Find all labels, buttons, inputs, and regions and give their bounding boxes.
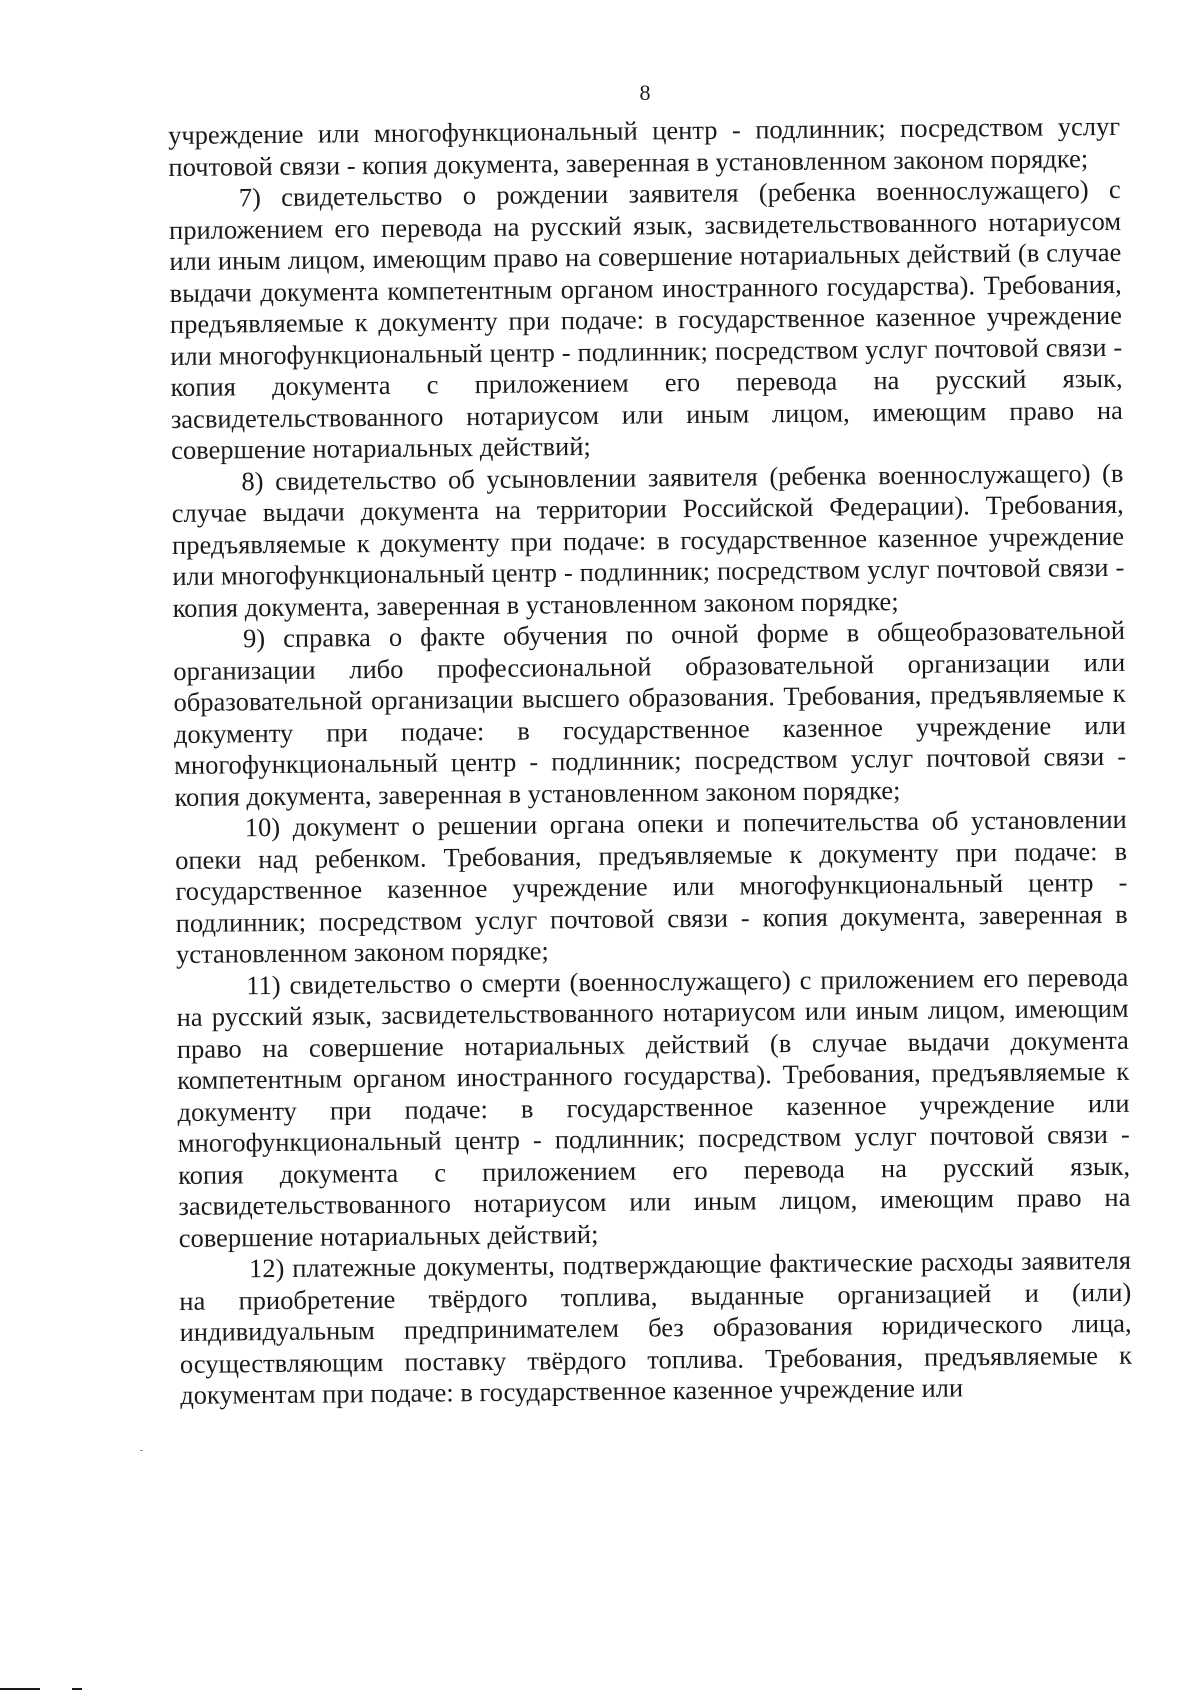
- list-item-9: 9) справка о факте обучения по очной форме в общеобразовательной организации либо профессиональной образовательной организации или образовательной организации высшего образования. Требования, предъявляемые к документу при подаче: в государственное казенное учреждение или многофункциональный центр - подлинник; посредством услуг почтовой связи - копия документа, заверенная в установленном законом порядке;: [173, 614, 1127, 812]
- page-number: 8: [639, 80, 651, 105]
- scan-edge-mark: [72, 1688, 82, 1690]
- document-body: [168, 111, 1132, 1412]
- list-item-11: 11) свидетельство о смерти (военнослужащего) с приложением его перевода на русский язык, засвидетельствованного нотариусом или иным лицом, имеющим право на совершение нотариальных действий (в случае выдачи документа компетентным органом иностранного государства). Требования, предъявляемые к документу при подаче: в государственное казенное учреждение или многофункциональный центр - подлинник; посредством услуг почтовой связи - копия документа с приложением его перевода на русский язык, засвидетельствованного нотариусом или иным лицом, имеющим право на совершение нотариальных действий;: [176, 961, 1131, 1253]
- list-item-7: 7) свидетельство о рождении заявителя (ребенка военнослужащего) с приложением его перевода на русский язык, засвидетельствованного нотариусом или иным лицом, имеющим право на совершение нотариальных действий (в случае выдачи документа компетентным органом иностранного государства). Требования, предъявляемые к документу при подаче: в государственное казенное учреждение или многофункциональный центр - подлинник; посредством услуг почтовой связи - копия документа с приложением его перевода на русский язык, засвидетельствованного нотариусом или иным лицом, имеющим право на совершение нотариальных действий;: [168, 173, 1123, 465]
- scan-speck: [140, 1450, 143, 1451]
- list-item-12: 12) платежные документы, подтверждающие фактические расходы заявителя на приобретение твёрдого топлива, выданные организацией и (или) индивидуальным предпринимателем без образования юридического лица, осуществляющим поставку твёрдого топлива. Требования, предъявляемые к документам при подаче: в государственное казенное учреждение или: [179, 1244, 1133, 1410]
- list-item-8: 8) свидетельство об усыновлении заявителя (ребенка военнослужащего) (в случае выдачи документа на территории Российской Федерации). Требования, предъявляемые к документу при подаче: в государственное казенное учреждение или многофункциональный центр - подлинник; посредством услуг почтовой связи - копия документа, заверенная в установленном законом порядке;: [171, 457, 1125, 623]
- list-item-10: 10) документ о решении органа опеки и попечительства об установлении опеки над ребенком. Требования, предъявляемые к документу при подаче: в государственное казенное учреждение или многофункциональный центр - подлинник; посредством услуг почтовой связи - копия документа, заверенная в установленном законом порядке;: [174, 803, 1128, 969]
- scan-edge-mark: [0, 1688, 40, 1690]
- paragraph-continuation: учреждение или многофункциональный центр - подлинник; посредством услуг почтовой связи - копия документа, заверенная в установленном законом порядке;: [168, 110, 1121, 182]
